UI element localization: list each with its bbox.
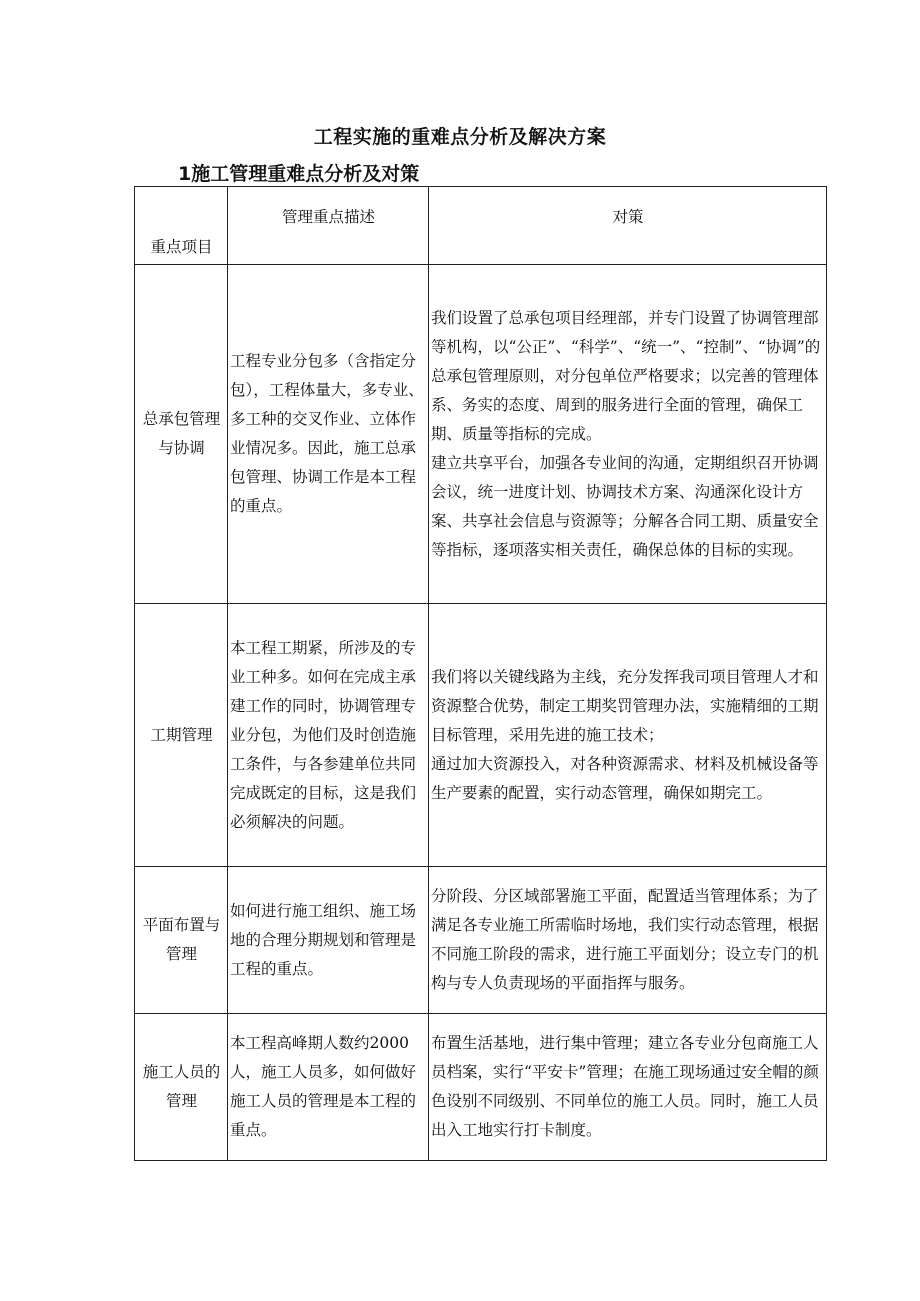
- header-countermeasure: 对策: [429, 187, 827, 265]
- row-item: 工期管理: [135, 604, 228, 867]
- countermeasure-paragraph: 建立共享平台，加强各专业间的沟通，定期组织召开协调会议，统一进度计划、协调技术方案、沟通深化设计方案、共享社会信息与资源等；分解各合同工期、质量安全等指标，逐项落实相关责任，确保总体的目标的实现。: [431, 453, 819, 559]
- row-description: 如何进行施工组织、施工场地的合理分期规划和管理是工程的重点。: [228, 867, 429, 1014]
- table-row: [135, 265, 827, 604]
- row-description: 本工程工期紧，所涉及的专业工种多。如何在完成主承建工作的同时，协调管理专业分包，为他们及时创造施工条件，与各参建单位共同完成既定的目标，这是我们必须解决的问题。: [228, 604, 429, 867]
- row-item: 总承包管理与协调: [135, 265, 228, 604]
- countermeasure-paragraph: 分阶段、分区域部署施工平面，配置适当管理体系；为了满足各专业施工所需临时场地，我们实行动态管理，根据不同施工阶段的需求，进行施工平面划分；设立专门的机构与专人负责现场的平面指挥与服务。: [431, 887, 819, 992]
- row-countermeasure: [429, 265, 827, 604]
- section-title: 1施工管理重难点分析及对策: [178, 163, 420, 185]
- countermeasure-paragraph: 通过加大资源投入，对各种资源需求、材料及机械设备等生产要素的配置，实行动态管理，确保如期完工。: [431, 754, 819, 802]
- row-description: 工程专业分包多（含指定分包），工程体量大，多专业、多工种的交叉作业、立体作业情况多。因此，施工总承包管理、协调工作是本工程的重点。: [228, 265, 429, 604]
- table-row: [135, 604, 827, 867]
- row-item: 施工人员的管理: [135, 1014, 228, 1161]
- difficulty-analysis-table: [134, 186, 827, 1161]
- row-item: 平面布置与管理: [135, 867, 228, 1014]
- countermeasure-paragraph: 我们将以关键线路为主线，充分发挥我司项目管理人才和资源整合优势，制定工期奖罚管理办法，实施精细的工期目标管理，采用先进的施工技术；: [431, 667, 819, 744]
- table-row: [135, 867, 827, 1014]
- row-countermeasure: [429, 604, 827, 867]
- document-title: 工程实施的重难点分析及解决方案: [313, 126, 607, 148]
- table-header-row: [135, 187, 827, 265]
- table-row: [135, 1014, 827, 1161]
- countermeasure-paragraph: 布置生活基地，进行集中管理；建立各专业分包商施工人员档案，实行“平安卡”管理；在施工现场通过安全帽的颜色设别不同级别、不同单位的施工人员。同时，施工人员出入工地实行打卡制度。: [431, 1034, 819, 1139]
- countermeasure-paragraph: 我们设置了总承包项目经理部，并专门设置了协调管理部等机构，以“公正”、“科学”、“统一”、“控制”、“协调”的总承包管理原则，对分包单位严格要求；以完善的管理体系、务实的态度、周到的服务进行全面的管理，确保工期、质量等指标的完成。: [431, 308, 821, 443]
- row-description: 本工程高峰期人数约2000人，施工人员多，如何做好施工人员的管理是本工程的重点。: [228, 1014, 429, 1161]
- row-countermeasure: [429, 867, 827, 1014]
- header-item: 重点项目: [135, 187, 228, 265]
- header-description: 管理重点描述: [228, 187, 429, 265]
- row-countermeasure: [429, 1014, 827, 1161]
